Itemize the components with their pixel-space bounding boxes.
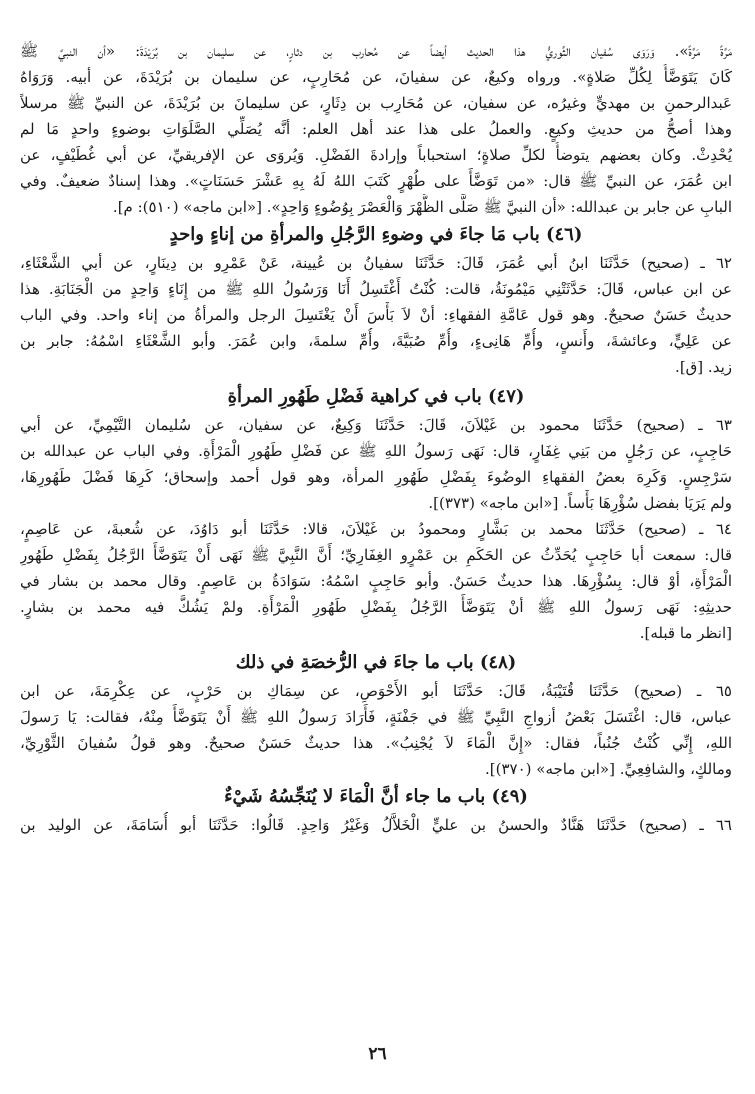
hadith-64-line: [انظر ما قبله].: [639, 624, 732, 642]
page-number: ٢٦: [368, 1044, 387, 1064]
chapter-heading-46: (٤٦) باب مَا جاءَ في وضوءِ الرَّجُلِ والمرأةِ من إناءٍ واحدٍ: [169, 224, 583, 245]
chapter-heading-47: (٤٧) باب في كراهية فَضْلِ طَهُورِ المرأةِ: [227, 386, 525, 407]
hadith-64-line: ٦٤ ـ (صحيح) حَدَّثَنَا محمد بن بَشَّارٍ ومحمودُ بن غَيْلاَنَ، قالا: حَدَّثَنَا أبو دَاوُدَ، عن شُعبةَ، عن عَاصِمٍ،: [20, 520, 732, 538]
page-body: [20, 38, 732, 838]
text-line: كَانَ يَتَوَضَّأُ لِكُلِّ صَلاةٍ». ورواه وكيعٌ، عن سفيانَ، عن مُحَارِبٍ، عن سليمان بن بُرَيْدَةَ، عن أبيه. وَرَوَاهُ: [20, 68, 732, 86]
hadith-62-line: حديثٌ حَسَنٌ صحيحٌ. وهو قول عَامَّةِ الفقهاءِ: أنْ لاَ بَأْسَ أَنْ يَغْتَسِلَ الرجل والمرأةُ من إناء واحد. وفي الباب: [20, 306, 732, 324]
hadith-63-line: ٦٣ ـ (صحيح) حَدَّثَنَا محمود بن غَيْلاَنَ، قَالَ: حَدَّثَنَا وَكِيعٌ، عن سفيان، عن سُليمان التَّيْمِيِّ، عن أبي: [20, 416, 732, 434]
hadith-62-line: ٦٢ ـ (صحيح) حَدَّثَنَا ابنُ أبي عُمَرَ، قَالَ: حَدَّثَنَا سفيانُ بن عُيينة، عَنْ عَمْرِو بن دِينَارٍ، عن أبي الشَّعْثَاءِ،: [20, 254, 732, 272]
hadith-66-line: ٦٦ ـ (صحيح) حَدَّثَنَا هَنَّادٌ والحسنُ بن عليٍّ الْخَلاَّلُ وَغَيْرُ وَاحِدٍ. قَالُوا: حَدَّثَنَا أبو أُسَامَةَ، عن الوليد بن: [20, 816, 732, 834]
text-line: وهذا أصحُّ من حديثِ وكيعٍ. والعملُ على هذا عند أهل العلم: أنَّه يُصَلِّي الصَّلَوَاتِ بوضوءٍ واحدٍ مَا لم: [20, 120, 732, 138]
hadith-62-line: عن ابن عباس، قَالَ: حَدَّثَتْنِي مَيْمُونَةُ، قالت: كُنْتُ أَغْتَسِلُ أَنَا وَرَسُولُ اللهِ ﷺ من إِنَاءٍ وَاحِدٍ من الْجَنَابَةِ. هذا: [20, 280, 732, 298]
hadith-63-line: ولم يَرَيَا بفضل سُؤْرِهَا بَأْساً. [«ابن ماجه» (٣٧٣)].: [428, 494, 732, 512]
chapter-heading-48: (٤٨) باب ما جاءَ في الرُّخصَةِ في ذلك: [235, 652, 517, 673]
chapter-heading-49: (٤٩) باب ما جاء أنَّ الْمَاءَ لا يُنَجِّسُهُ شَيْءٌ: [224, 786, 528, 807]
text-line: يُحْدِثْ. وكان بعضهم يتوضأُ لكلِّ صلاةٍ؛ استحباباً وإرادةَ الفَضْلِ. وَيُروَى عن الإفريقيِّ، عن أبي غُطَيْفٍ، عن: [20, 146, 732, 164]
hadith-64-line: الْمَرْأَةِ، أوْ قال: بِسُؤْرِهَا. هذا حديثٌ حَسَنٌ. وأبو حَاجِبٍ اسْمُهُ: سَوَادَةُ بن عَاصِمٍ. وقال محمد بن بشار في: [20, 572, 732, 590]
hadith-65-line: اللهِ، إِنِّي كُنْتُ جُنُباً، فقال: «إِنَّ الْمَاءَ لاَ يُجْنِبُ». هذا حديثٌ حَسَنٌ صحيحٌ. وهو قولُ سُفيانَ الثَّوْرِيِّ،: [20, 734, 732, 752]
hadith-62-line: عن عَلِيٍّ، وعائشةَ، وأَنسٍ، وأُمِّ هَانِىءٍ، وأُمِّ صُبَيَّةَ، وأُمِّ سلمةَ، وابن عُمَرَ. وأبو الشَّعْثَاءِ اسْمُهُ: جابر بن: [20, 332, 732, 350]
text-line: مَرَّةً مَرَّةً». وَرَوَى سُفيان الثَّوريُّ هذا الحديث أيضاً عن مُحارب بن دثارٍ، عن سليمان بن بُرَيْدَةَ: «أن النبيَّ ﷺ: [20, 42, 732, 60]
hadith-63-line: حَاجِبٍ، عن رَجُلٍ من بَنِي غِفَارٍ، قال: نَهَى رَسولُ اللهِ ﷺ عن فَضْلِ طَهُورِ الْمَرْأَةِ. وفي الباب عن عبدالله بن: [20, 442, 732, 460]
hadith-65-line: ومالكٍ، والشافِعِيِّ. [«ابن ماجه» (٣٧٠)].: [485, 760, 732, 778]
text-line: البابِ عن جابر بن عبدالله: «أن النبيَّ ﷺ صَلَّى الظُّهْرَ وَالْعَصْرَ بِوُضُوءٍ وَاحِدٍ». [«ابن ماجه» (٥١٠): م].: [112, 198, 732, 216]
hadith-65-line: ٦٥ ـ (صحيح) حَدَّثَنَا قُتَيْبَةُ، قَالَ: حَدَّثَنَا أبو الأَحْوَصِ، عن سِمَاكِ بن حَرْبٍ، عن عِكْرِمَةَ، عن ابن: [20, 682, 732, 700]
hadith-62-line: زيد. [ق].: [675, 358, 732, 376]
hadith-65-line: عباس، قال: اغْتَسَلَ بَعْضُ أزواجِ النَّبِيِّ ﷺ في جَفْنَةٍ، فَأَرَادَ رَسولُ اللهِ ﷺ أَنْ يَتَوَضَّأَ مِنْهُ، فقالت: يَا رَسولَ: [20, 708, 732, 726]
hadith-64-line: حديثِهِ: نَهَى رَسولُ اللهِ ﷺ أنْ يَتَوَضَّأَ الرَّجُلُ بِفَضْلِ طَهُورِ الْمَرْأَةِ. ولمْ يَشُكَّ فيه محمد بن بشارٍ.: [20, 598, 732, 616]
hadith-63-line: سَرْجِسٍ. وَكَرِهَ بعضُ الفقهاءِ الوضُوءَ بِفَضْلِ طَهُورِ المرأة، وهو قول أحمد وإسحاق؛ كَرِهَا فَضْلَ طَهُورِهَا،: [20, 468, 732, 486]
hadith-64-line: قال: سمعت أبا حَاجِبٍ يُحَدِّثُ عن الحَكَمِ بن عَمْرٍو الغِفَارِيِّ؛ أَنَّ النَّبِيَّ ﷺ نَهَى أَنْ يَتَوَضَّأَ الرَّجُلُ بِفَضْلِ طَهُورِ: [20, 546, 732, 564]
text-line: عَبدالرحمنِ بن مهديٍّ وغيرُه، عن سفيان، عن مُحَارِب بن دِثَارٍ، عن سليمانَ بن بُرَيْدَةَ، عن النبيِّ ﷺ مرسلاً: [20, 94, 732, 112]
text-line: ابن عُمَرَ، عن النبيِّ ﷺ قال: «من تَوَضَّأَ على طُهْرٍ كَتَبَ اللهُ لَهُ بِهِ عَشْرَ حَسَنَاتٍ». وهذا إسنادٌ ضعيفٌ. وفي: [20, 172, 732, 190]
